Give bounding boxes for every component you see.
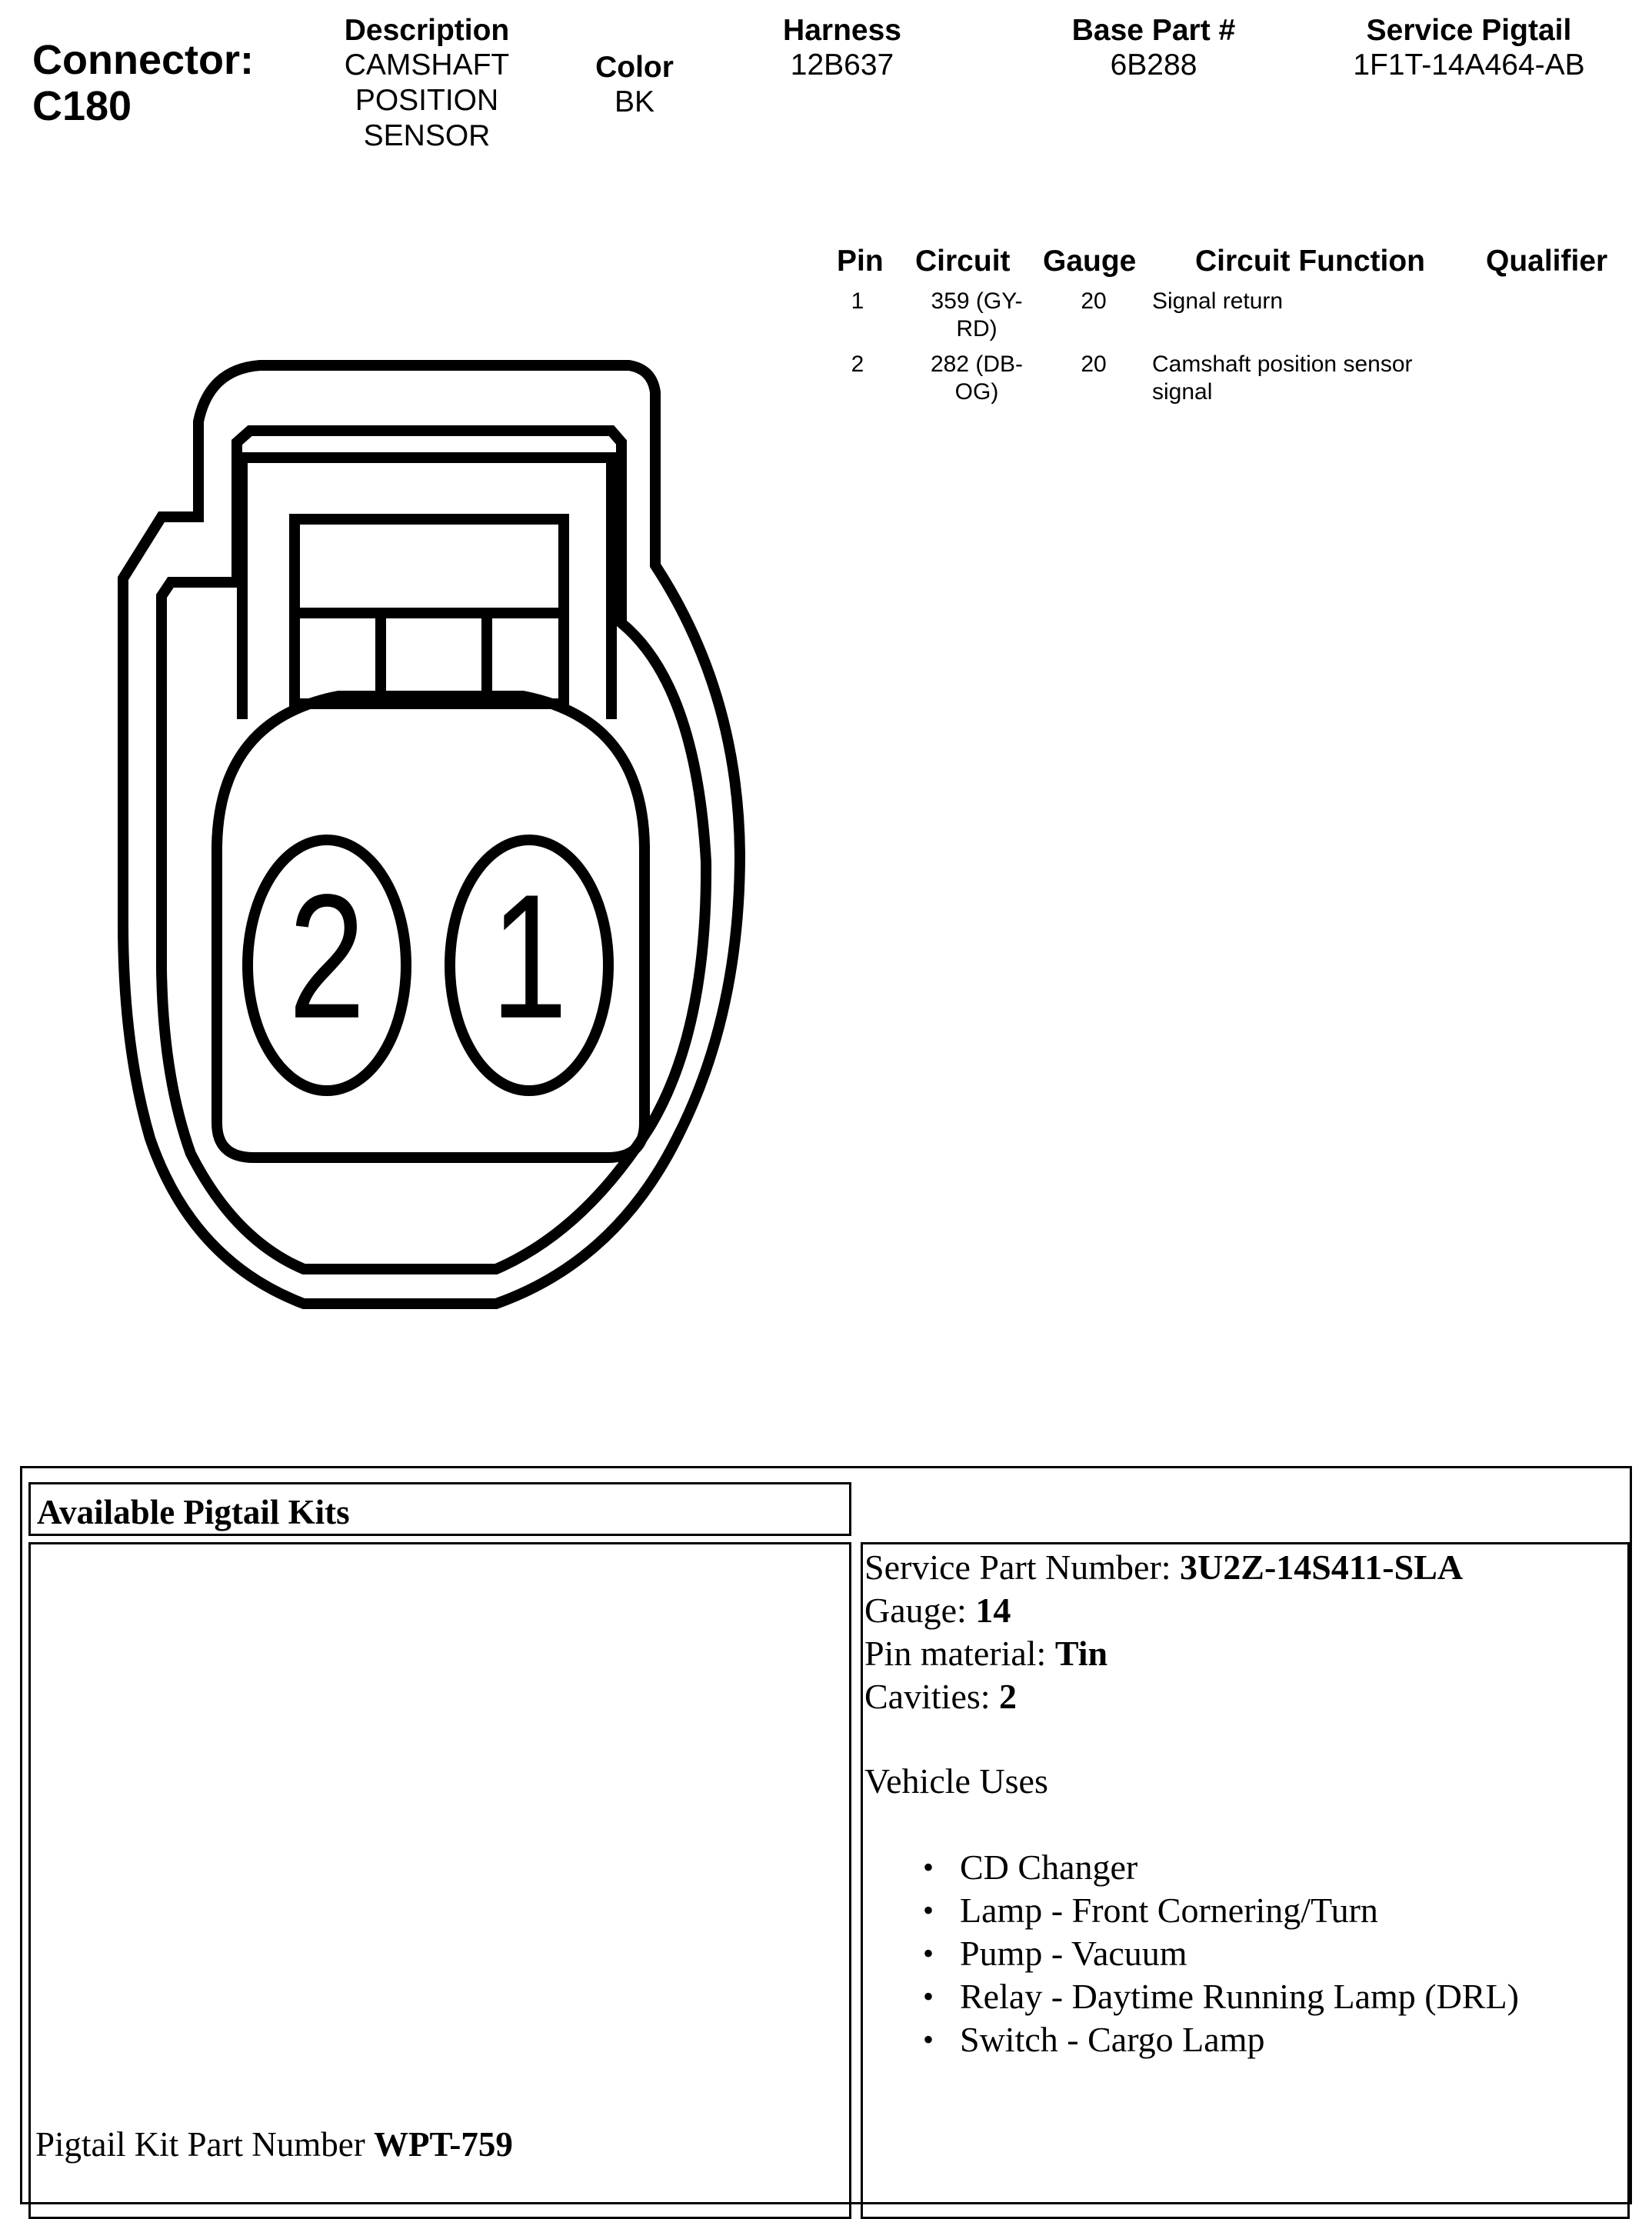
circuit-cell [908, 288, 1046, 343]
circuit-cell [908, 351, 1046, 406]
pigtail-kit-image-cell [28, 1542, 851, 2219]
base-part-value: 6B288 [1110, 48, 1197, 82]
base-part-label: Base Part # [1071, 14, 1236, 47]
gauge-value: 14 [975, 1591, 1011, 1630]
description-column [315, 14, 538, 154]
harness-label: Harness [783, 14, 901, 47]
service-pigtail-label: Service Pigtail [1366, 14, 1572, 47]
vehicle-use-item: • Switch - Cargo Lamp [864, 2018, 1627, 2061]
kit-part-label: Pigtail Kit Part Number [35, 2125, 365, 2164]
function-line: Signal return [1152, 288, 1284, 314]
description-label: Description [344, 14, 510, 47]
service-pigtail-value: 1F1T-14A464-AB [1353, 48, 1585, 82]
color-label: Color [595, 51, 674, 84]
circuit-line: OG) [954, 379, 999, 405]
gauge-label: Gauge: [864, 1591, 967, 1630]
function-line: signal [1152, 379, 1213, 405]
connector-id: C180 [32, 83, 132, 129]
connector-face-drawing [108, 354, 769, 1323]
gauge-cell: 20 [1081, 288, 1107, 314]
pin-cell: 1 [851, 288, 864, 314]
pin-material-line [864, 1632, 1627, 1675]
service-part-value: 3U2Z-14S411-SLA [1180, 1548, 1464, 1587]
col-header-circuit-function: Circuit Function [1195, 245, 1425, 278]
vehicle-use-item: • Relay - Daytime Running Lamp (DRL) [864, 1975, 1627, 2018]
vehicle-uses-heading: Vehicle Uses [864, 1761, 1048, 1801]
harness-value: 12B637 [790, 48, 894, 82]
service-part-label: Service Part Number: [864, 1548, 1171, 1587]
vehicle-uses-list [864, 1846, 1627, 2061]
color-column [569, 51, 700, 120]
cavities-line [864, 1675, 1627, 1718]
vehicle-use-item: • Pump - Vacuum [864, 1932, 1627, 1975]
col-header-pin: Pin [837, 245, 884, 278]
pin-table [823, 245, 1638, 421]
col-header-gauge: Gauge [1043, 245, 1137, 278]
function-cell [1152, 288, 1460, 315]
function-cell [1152, 351, 1460, 406]
circuit-line: 282 (DB- [930, 352, 1024, 377]
pin-face-outline [217, 696, 644, 1158]
cavities-value: 2 [999, 1677, 1018, 1716]
color-value: BK [614, 85, 655, 118]
cavity-1-label: 1 [491, 857, 568, 1055]
service-pigtail-column [1307, 14, 1630, 83]
pin-cell: 2 [851, 352, 864, 377]
circuit-line: RD) [956, 316, 998, 342]
pigtail-kits-title-cell [28, 1482, 851, 1536]
service-part-cell [861, 1542, 1630, 2219]
description-line: SENSOR [363, 119, 491, 152]
description-line: CAMSHAFT [344, 48, 510, 82]
service-part-number-line [864, 1546, 1627, 1589]
col-header-qualifier: Qualifier [1486, 245, 1608, 278]
circuit-line: 359 (GY- [931, 288, 1023, 314]
kit-part-value: WPT-759 [373, 2125, 513, 2164]
connector-label: Connector: [32, 37, 254, 83]
gauge-line [864, 1589, 1627, 1632]
vehicle-use-item: • Lamp - Front Cornering/Turn [864, 1889, 1627, 1932]
connector-title [32, 37, 254, 129]
pigtail-kit-part-number [35, 2124, 513, 2164]
vehicle-use-item: • CD Changer [864, 1846, 1627, 1889]
description-line: POSITION [355, 84, 499, 117]
cavities-label: Cavities: [864, 1677, 991, 1716]
gauge-cell: 20 [1081, 352, 1107, 377]
function-line: Camshaft position sensor [1152, 352, 1413, 377]
cavity-2-label: 2 [288, 857, 365, 1055]
col-header-circuit: Circuit [915, 245, 1011, 278]
pigtail-kits-table [20, 1466, 1632, 2204]
pin-material-label: Pin material: [864, 1634, 1047, 1673]
pigtail-kits-title: Available Pigtail Kits [37, 1493, 350, 1531]
harness-column [738, 14, 946, 83]
pin-material-value: Tin [1054, 1634, 1108, 1673]
base-part-column [1031, 14, 1277, 83]
